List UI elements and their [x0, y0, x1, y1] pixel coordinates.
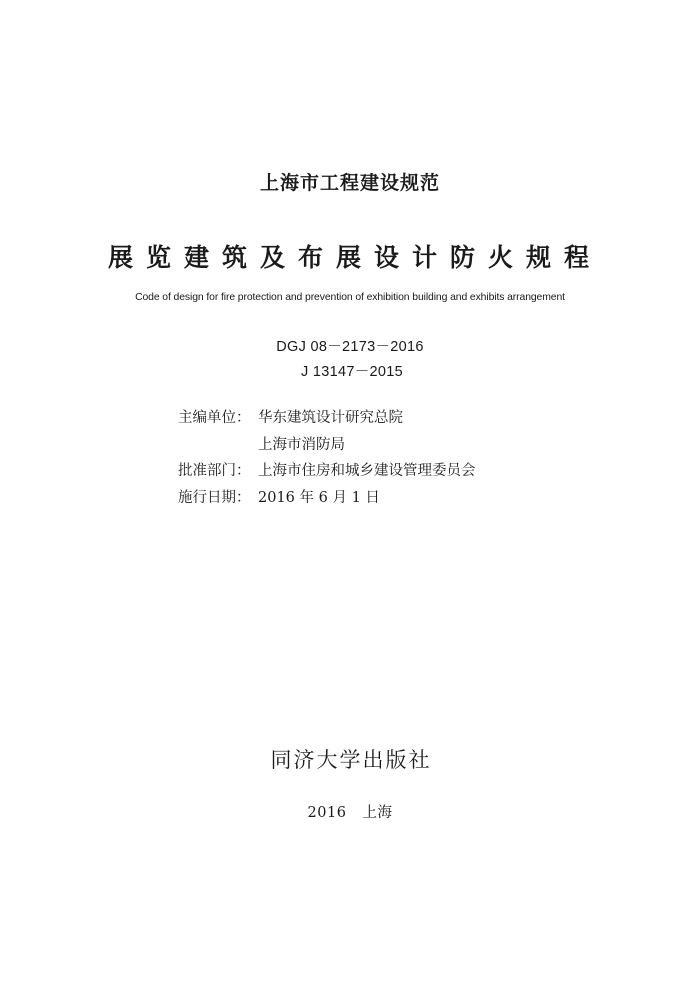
publisher-name: 同济大学出版社	[270, 748, 432, 772]
approver-row	[178, 458, 476, 485]
approver-label: 批准部门：	[178, 463, 251, 479]
english-title: Code of design for fire protection and prevention of exhibition building and exhibits arrangement	[135, 292, 565, 303]
effective-date-row	[178, 485, 476, 512]
document-title: 展览建筑及布展设计防火规程	[107, 243, 602, 272]
editor-label: 主编单位：	[178, 410, 251, 426]
issuing-info	[178, 405, 476, 511]
series-title: 上海市工程建设规范	[259, 172, 440, 194]
editor-unit-1: 华东建筑设计研究总院	[258, 410, 403, 426]
standard-code-j: J 13147－2015	[301, 364, 403, 380]
publication-place	[0, 801, 700, 822]
editor-unit-2: 上海市消防局	[258, 436, 345, 453]
approver-unit: 上海市住房和城乡建设管理委员会	[258, 463, 476, 479]
standard-code-dgj: DGJ 08－2173－2016	[276, 339, 424, 355]
effective-date: 2016 年 6 月 1 日	[258, 489, 380, 506]
editor-row-2	[178, 432, 476, 459]
publication-city: 上海	[362, 805, 393, 821]
effective-date-label: 施行日期：	[178, 489, 251, 506]
editor-row	[178, 405, 476, 432]
publication-year: 2016	[307, 805, 347, 821]
